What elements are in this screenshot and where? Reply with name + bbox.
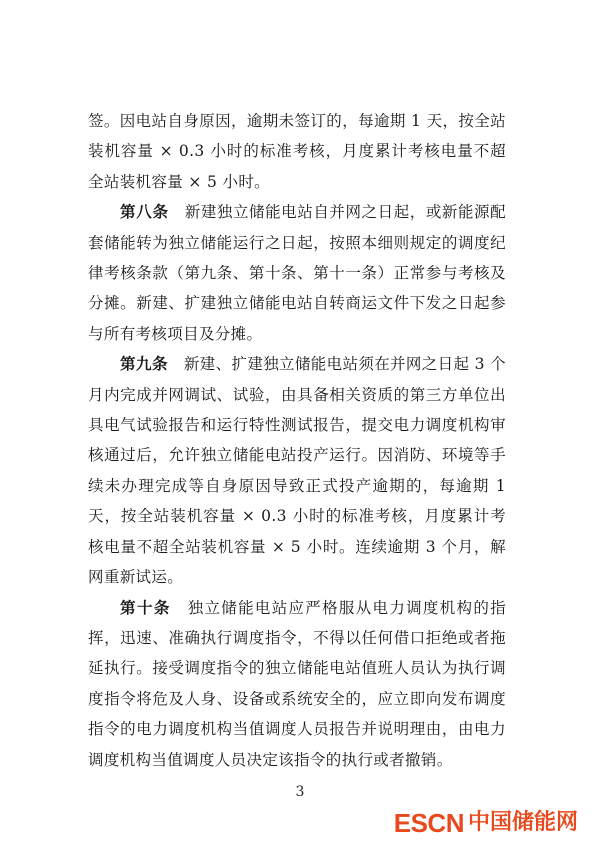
paragraph-continuation <box>88 106 506 197</box>
watermark-brand-cn: 中国储能网 <box>467 810 578 835</box>
paragraph-text: 签。因电站自身原因，逾期未签订的，每逾期 1 天，按全站装机容量 × 0.3 小时的标准考核，月度累计考核电量不超全站装机容量 × 5 小时。 <box>88 112 506 191</box>
article-9-heading: 第九条 <box>120 355 169 374</box>
article-10-text: 独立储能电站应严格服从电力调度机构的指挥，迅速、准确执行调度指令，不得以任何借口拒绝或者拖延执行。接受调度指令的独立储能电站值班人员认为执行调度指令将危及人身、设备或系统安全的，应立即向发布调度指令的电力调度机构当值调度人员报告并说明理由，由电力调度机构当值调度人员决定该指令的执行或者撤销。 <box>88 598 506 769</box>
body-text <box>88 106 506 775</box>
article-9-text: 新建、扩建独立储能电站须在并网之日起 3 个月内完成并网调试、试验，由具备相关资质的第三方单位出具电气试验报告和运行特性测试报告，提交电力调度机构审核通过后，允许独立储能电站投产运行。因消防、环境等手续未办理完成等自身原因导致正式投产逾期的，每逾期 1 天，按全站装机容量 × 0.3 小时的标准考核，月度累计考核电量不超全站装机容量 × 5 小时。连续逾期 3 个月，解网重新试运。 <box>88 355 506 587</box>
article-10 <box>88 593 506 775</box>
article-8-text: 新建独立储能电站自并网之日起，或新能源配套储能转为独立储能运行之日起，按照本细则规定的调度纪律考核条款（第九条、第十条、第十一条）正常参与考核及分摊。新建、扩建独立储能电站自转商运文件下发之日起参与所有考核项目及分摊。 <box>88 203 506 343</box>
escn-watermark-logo <box>394 808 578 838</box>
page-number: 3 <box>295 784 305 800</box>
article-9 <box>88 349 506 592</box>
article-8 <box>88 197 506 349</box>
article-8-heading: 第八条 <box>120 203 169 222</box>
watermark-brand-latin: ESCN <box>393 808 464 838</box>
article-10-heading: 第十条 <box>120 598 171 617</box>
